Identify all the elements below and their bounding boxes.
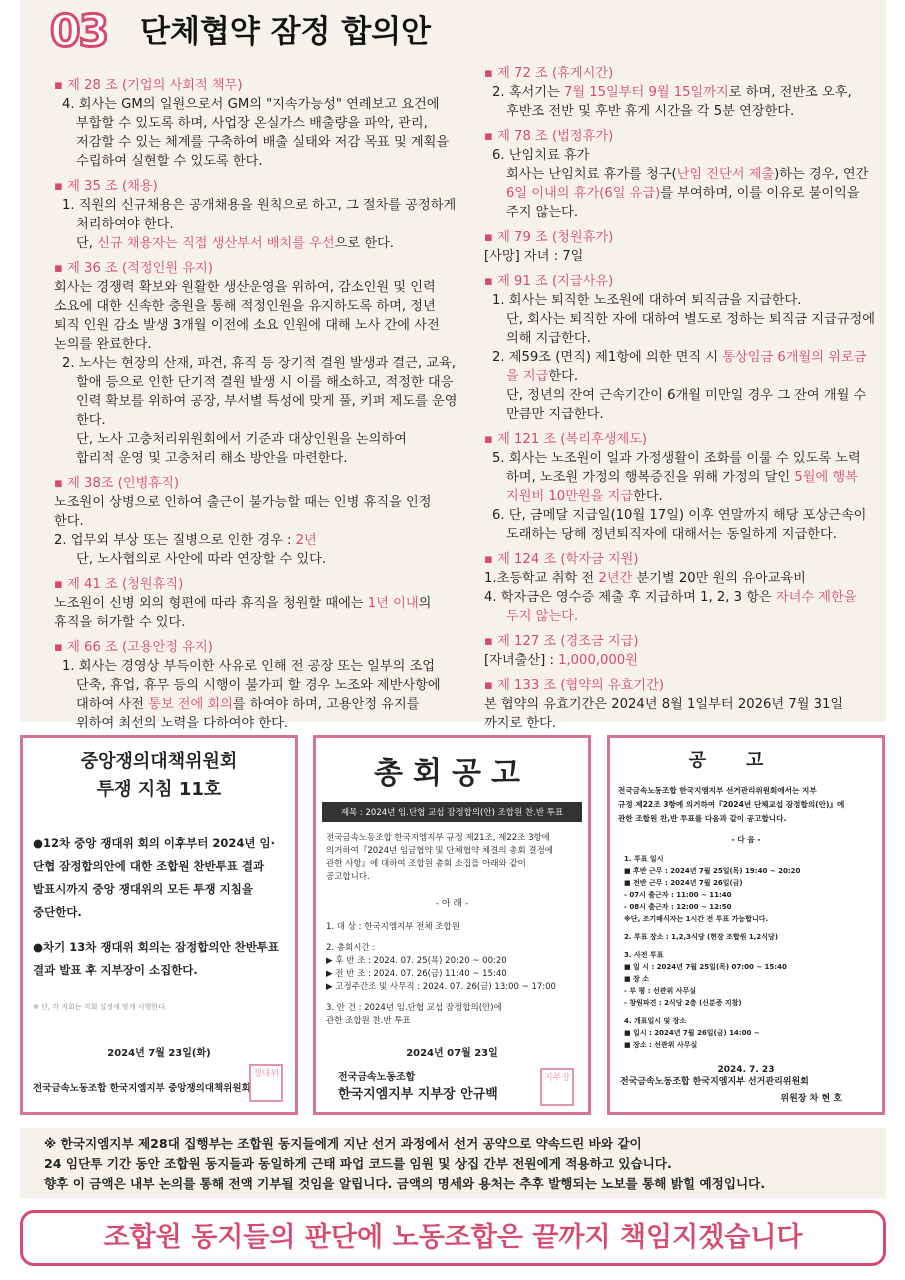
highlight-text: 2년 bbox=[295, 533, 317, 548]
highlight-text: 5월에 행복 bbox=[794, 470, 858, 485]
article-heading: ▪ 제 36 조 (적정인원 유지) bbox=[54, 261, 213, 276]
article-line: 휴직을 허가할 수 있다. bbox=[54, 615, 186, 630]
vote-item: - 창원파견 : 2식당 2층 (신분증 지참) bbox=[624, 999, 742, 1007]
article-heading: ▪ 제 91 조 (지급사유) bbox=[484, 274, 614, 289]
meeting-item: 2. 총회시간 : bbox=[326, 943, 376, 953]
article-line: 노조원이 상병으로 인하여 출근이 불가능할 때는 인병 휴직을 인정 bbox=[54, 495, 432, 510]
highlight-text: 난임 진단서 제출 bbox=[676, 167, 775, 182]
article-line: 소요에 대한 신속한 충원을 통해 적정인원을 유지하도록 하며, 정년 bbox=[54, 299, 436, 314]
meeting-item: ▶ 고정주간조 및 사무직 : 2024. 07. 26(금) 13:00 ~ 17:00 bbox=[326, 982, 556, 992]
article-line: 2. 업무외 부상 또는 질병으로 인한 경우 : 2년 bbox=[54, 533, 317, 548]
vote-body: 전국금속노동조합 한국지엠지부 선거관리위원회에서는 지부 규정 제22조 3항에 의거하여『2024년 단체교섭 잠정합의(안)』에 관한 조합원 찬,반 투표를 다음과 같이 공고합니다. bbox=[618, 786, 845, 823]
vote-item: ■ 일시 : 2024년 7월 26일(금) 14:00 ~ bbox=[624, 1029, 760, 1037]
vote-item: - 부 평 : 선관위 사무실 bbox=[624, 987, 696, 995]
article-heading: ▪ 제 133 조 (협약의 유효기간) bbox=[484, 678, 665, 693]
highlight-text: 통보 전에 회의 bbox=[148, 697, 233, 712]
article-line: 논의를 완료한다. bbox=[54, 337, 152, 352]
article-line: 저감할 수 있는 체계를 구축하여 배출 실태와 저감 목표 및 계획을 bbox=[76, 135, 450, 150]
article-block bbox=[484, 632, 864, 670]
highlight-text: 6일 이내의 휴가(6일 유급) bbox=[506, 186, 661, 201]
article-block bbox=[54, 474, 454, 569]
article-line: 2. 혹서기는 7월 15일부터 9월 15일까지로 하며, 전반조 오후, bbox=[492, 85, 852, 100]
highlight-text: 2년간 bbox=[598, 571, 633, 586]
article-line: 단축, 휴업, 휴무 등의 시행이 불가피 할 경우 노조와 제반사항에 bbox=[76, 678, 441, 693]
article-line: 까지로 한다. bbox=[484, 716, 557, 731]
article-line: 2. 제59조 (면직) 제1항에 의한 면직 시 통상임금 6개월의 위로금 bbox=[492, 350, 867, 365]
article-heading: ▪ 제 41 조 (청원휴직) bbox=[54, 577, 184, 592]
article-line: 만큼만 지급한다. bbox=[506, 407, 604, 422]
article-line: 합리적 운영 및 고충처리 해소 방안을 마련한다. bbox=[76, 451, 348, 466]
article-heading: ▪ 제 127 조 (경조금 지급) bbox=[484, 634, 639, 649]
article-block bbox=[54, 575, 454, 632]
article-heading: ▪ 제 78 조 (법정휴가) bbox=[484, 129, 614, 144]
notice-strike-directive bbox=[20, 735, 298, 1115]
article-line: 회사는 경쟁력 확보와 원활한 생산운영을 위하여, 감소인원 및 인력 bbox=[54, 280, 436, 295]
article-line: 1.초등학교 취학 전 2년간 분기별 20만 원의 유아교육비 bbox=[484, 571, 806, 586]
article-line: 부합할 수 있도록 하며, 사업장 온실가스 배출량을 파악, 관리, bbox=[76, 116, 428, 131]
article-line: 4. 학자금은 영수증 제출 후 지급하며 1, 2, 3 항은 자녀수 제한을 bbox=[484, 590, 857, 605]
vote-item: 3. 사전 투표 bbox=[624, 951, 664, 959]
seal-stamp: 지부장 bbox=[540, 1068, 574, 1106]
article-line: 회사는 난임치료 휴가를 청구(난임 진단서 제출)하는 경우, 연간 bbox=[506, 167, 869, 182]
vote-item: 1. 투표 일시 bbox=[624, 855, 664, 863]
highlight-text: 통상임금 6개월의 위로금 bbox=[722, 350, 867, 365]
note-line: ※ 한국지엠지부 제28대 집행부는 조합원 동지들에게 지난 선거 과정에서 선거 공약으로 약속드린 바와 같이 bbox=[44, 1136, 642, 1151]
article-line: 주지 않는다. bbox=[506, 205, 579, 220]
article-heading: ▪ 제 35 조 (채용) bbox=[54, 179, 158, 194]
article-line: 한다. bbox=[54, 514, 84, 529]
directive-org: 전국금속노동조합 한국지엠지부 중앙쟁의대책위원회 bbox=[33, 1083, 251, 1094]
article-line: 대하여 사전 통보 전에 회의를 하여야 하며, 고용안정 유지를 bbox=[76, 697, 420, 712]
highlight-text: 1년 이내 bbox=[367, 596, 419, 611]
article-line: 단, 신규 채용자는 직접 생산부서 배치를 우선으로 한다. bbox=[76, 236, 394, 251]
vote-item: 4. 개표일시 및 장소 bbox=[624, 1017, 687, 1025]
vote-item: ■ 후반 근무 : 2024년 7월 25일(목) 19:40 ~ 20:20 bbox=[624, 867, 801, 875]
article-heading: ▪ 제 79 조 (청원휴가) bbox=[484, 230, 614, 245]
meeting-subject: 제목 : 2024년 임.단협 교섭 잠정합의(안) 조합원 찬.반 투표 bbox=[322, 802, 582, 822]
article-line: 6. 난임치료 휴가 bbox=[492, 148, 590, 163]
section-number: 03 bbox=[50, 6, 108, 57]
article-line: 1. 회사는 퇴직한 노조원에 대하여 퇴직금을 지급한다. bbox=[492, 293, 802, 308]
highlight-text: 신규 채용자는 직접 생산부서 배치를 우선 bbox=[97, 236, 335, 251]
highlight-text: 을 지급 bbox=[506, 369, 549, 384]
article-line: 처리하여야 한다. bbox=[76, 217, 174, 232]
directive-footnote: ※ 단, 각 지회는 지회 실정에 맞게 시행한다. bbox=[33, 1003, 168, 1011]
article-heading: ▪ 제 38조 (인병휴직) bbox=[54, 476, 180, 491]
article-line: 하며, 노조원 가정의 행복증진을 위해 가정의 달인 5월에 행복 bbox=[506, 470, 858, 485]
slogan-banner: 조합원 동지들의 판단에 노동조합은 끝까지 책임지겠습니다 bbox=[20, 1210, 886, 1266]
right-column bbox=[484, 62, 875, 733]
meeting-item: ▶ 전 반 조 : 2024. 07. 26(금) 11:40 ~ 15:40 bbox=[326, 969, 507, 979]
article-line: 2. 노사는 현장의 산재, 파견, 휴직 등 장기적 결원 발생과 결근, 교육, bbox=[62, 356, 456, 371]
notice-vote-announcement bbox=[607, 735, 885, 1115]
seal-stamp: 쟁대위 bbox=[249, 1064, 283, 1102]
notice-general-meeting bbox=[313, 735, 591, 1115]
article-heading: ▪ 제 121 조 (복리후생제도) bbox=[484, 432, 648, 447]
article-line: 본 협약의 유효기간은 2024년 8월 1일부터 2026년 7월 31일 bbox=[484, 697, 844, 712]
article-line: 위하여 최선의 노력을 다하여야 한다. bbox=[76, 716, 289, 731]
section-title: 단체협약 잠정 합의안 bbox=[140, 14, 432, 50]
agreement-panel bbox=[20, 62, 886, 731]
left-column bbox=[54, 62, 458, 733]
article-line: 6. 단, 금메달 지급일(10월 17일) 이후 연말까지 해당 포상근속이 bbox=[492, 508, 867, 523]
article-line: 1. 직원의 신규채용은 공개채용을 원칙으로 하고, 그 절차를 공정하게 bbox=[62, 198, 457, 213]
highlight-text: 7월 15일부터 9월 15일까지 bbox=[563, 85, 729, 100]
highlight-text: 1,000,000원 bbox=[558, 653, 638, 668]
article-line: 노조원이 신병 외의 형편에 따라 휴직을 청원할 때에는 1년 이내의 bbox=[54, 596, 432, 611]
article-line: 인력 확보를 위하여 공장, 부서별 특성에 맞게 풀, 키퍼 제도를 운영 bbox=[76, 394, 458, 409]
article-line: 도래하는 당해 정년퇴직자에 대해서는 동일하게 지급한다. bbox=[506, 527, 837, 542]
article-line: 단, 회사는 퇴직한 자에 대하여 별도로 정하는 퇴직금 지급규정에 bbox=[506, 312, 875, 327]
article-line: 4. 회사는 GM의 일원으로서 GM의 "지속가능성" 연례보고 요건에 bbox=[62, 97, 440, 112]
article-line: 1. 회사는 경영상 부득이한 사유로 인해 전 공장 또는 일부의 조업 bbox=[62, 659, 435, 674]
article-line: 후반조 전반 및 후반 휴게 시간을 각 5분 연장한다. bbox=[506, 104, 795, 119]
article-block bbox=[484, 430, 867, 544]
article-line: 수립하여 실현할 수 있도록 한다. bbox=[76, 154, 263, 169]
article-line: [자녀출산] : 1,000,000원 bbox=[484, 653, 638, 668]
article-heading: ▪ 제 72 조 (휴게시간) bbox=[484, 66, 614, 81]
vote-date: 2024. 7. 23 bbox=[717, 1065, 775, 1075]
article-block bbox=[54, 259, 458, 468]
article-block bbox=[484, 228, 864, 266]
vote-org: 전국금속노동조합 한국지엠지부 선거관리위원회 위원장 차 현 호 bbox=[620, 1077, 842, 1104]
directive-title: 중앙쟁의대책위원회 투쟁 지침 11호 bbox=[80, 751, 238, 800]
executive-note bbox=[20, 1128, 886, 1198]
vote-item: ■ 장 소 bbox=[624, 975, 650, 983]
article-line: 퇴직 인원 감소 발생 3개월 이전에 소요 인원에 대해 노사 간에 사전 bbox=[54, 318, 440, 333]
note-line: 향후 이 금액은 내부 논의를 통해 전액 기부될 것임을 알립니다. 금액의 명세와 용처는 추후 발행되는 노보를 통해 밝힐 예정입니다. bbox=[44, 1176, 766, 1191]
directive-para-1: ●12차 중앙 쟁대위 회의 이후부터 2024년 임· 단협 잠정합의안에 대한 조합원 찬반투표 결과 발표시까지 중앙 쟁대위의 모든 투쟁 지침을 중단한다. bbox=[33, 836, 275, 919]
directive-para-2: ●차기 13차 쟁대위 회의는 잠정합의안 찬반투표 결과 발표 후 지부장이 소집한다. bbox=[33, 940, 280, 977]
article-line: 6일 이내의 휴가(6일 유급)를 부여하며, 이를 이유로 불이익을 bbox=[506, 186, 860, 201]
vote-item: ■ 장소 : 선관위 사무실 bbox=[624, 1041, 698, 1049]
article-block bbox=[54, 177, 457, 253]
article-line: 지원비 10만원을 지급한다. bbox=[506, 489, 663, 504]
vote-item: ■ 일 시 : 2024년 7월 25일(목) 07:00 ~ 15:40 bbox=[624, 963, 787, 971]
article-block bbox=[54, 638, 454, 733]
article-line: 단, 노사 고충처리위원회에서 기준과 대상인원을 논의하여 bbox=[76, 432, 407, 447]
article-heading: ▪ 제 124 조 (학자금 지원) bbox=[484, 552, 639, 567]
meeting-item: 관한 조합원 찬.반 투표 bbox=[326, 1016, 411, 1026]
article-heading: ▪ 제 66 조 (고용안정 유지) bbox=[54, 640, 213, 655]
article-line: 단, 정년의 잔여 근속기간이 6개월 미만일 경우 그 잔여 개월 수 bbox=[506, 388, 867, 403]
note-line: 24 임단투 기간 동안 조합원 동지들과 동일하게 근태 파업 코드를 임원 및 상집 간부 전원에게 적용하고 있습니다. bbox=[44, 1156, 672, 1171]
article-block bbox=[484, 272, 875, 424]
vote-item: - 07시 출근자 : 11:00 ~ 11:40 bbox=[624, 891, 732, 899]
vote-title: 공고 bbox=[688, 750, 804, 771]
vote-daeum: - 다 음 - bbox=[731, 835, 761, 844]
article-line: 을 지급한다. bbox=[506, 369, 579, 384]
meeting-arae: - 아 래 - bbox=[435, 899, 469, 909]
article-line: 할애 등으로 인한 단기적 결원 발생 시 이를 해소하고, 적정한 대응 bbox=[76, 375, 454, 390]
meeting-title: 총회공고 bbox=[374, 756, 530, 791]
meeting-item: 1. 대 상 : 한국지엠지부 전체 조합원 bbox=[326, 922, 460, 932]
article-heading: ▪ 제 28 조 (기업의 사회적 책무) bbox=[54, 78, 243, 93]
article-block bbox=[484, 127, 869, 222]
meeting-body: 전국금속노동조합 한국지엠지부 규정 제21조, 제22조 3항에 의거하여『2024년 임금협약 및 단체협약 체결의 총회 결정에 관한 사항』에 대하여 조합원 총회 소집을 아래와 같이 공고합니다. bbox=[326, 833, 553, 882]
highlight-text: 두지 않는다. bbox=[506, 609, 579, 624]
meeting-item: ▶ 후 반 조 : 2024. 07. 25(목) 20:20 ~ 00:20 bbox=[326, 956, 507, 966]
article-line: 의해 지급한다. bbox=[506, 331, 591, 346]
vote-item: ※단, 조기배식자는 1시간 전 투표 가능합니다. bbox=[624, 915, 769, 923]
article-block bbox=[54, 76, 454, 171]
vote-item: ■ 전반 근무 : 2024년 7월 26일(금) bbox=[624, 879, 743, 887]
highlight-text: 자녀수 제한을 bbox=[775, 590, 857, 605]
article-block bbox=[484, 550, 864, 626]
article-block bbox=[484, 64, 864, 121]
article-line: 단, 노사협의로 사안에 따라 연장할 수 있다. bbox=[76, 552, 327, 567]
meeting-date: 2024년 07월 23일 bbox=[406, 1048, 498, 1059]
article-line bbox=[484, 607, 864, 626]
vote-item: - 08시 출근자 : 12:00 ~ 12:50 bbox=[624, 903, 732, 911]
meeting-item: 3. 안 건 : 2024년 임.단협 교섭 잠정합의(안)에 bbox=[326, 1003, 502, 1013]
meeting-org: 전국금속노동조합 한국지엠지부 지부장 안규백 bbox=[338, 1072, 498, 1102]
article-line: [사망] 자녀 : 7일 bbox=[484, 249, 584, 264]
article-block bbox=[484, 676, 864, 733]
directive-date: 2024년 7월 23일(화) bbox=[107, 1048, 211, 1059]
article-line: 5. 회사는 노조원이 일과 가정생활이 조화를 이룰 수 있도록 노력 bbox=[492, 451, 861, 466]
article-line: 한다. bbox=[76, 413, 106, 428]
section-header bbox=[20, 0, 886, 62]
vote-item: 2. 투표 장소 : 1,2,3식당 (현장 조합원 1,2식당) bbox=[624, 933, 779, 941]
highlight-text: 지원비 10만원을 지급 bbox=[506, 489, 634, 504]
